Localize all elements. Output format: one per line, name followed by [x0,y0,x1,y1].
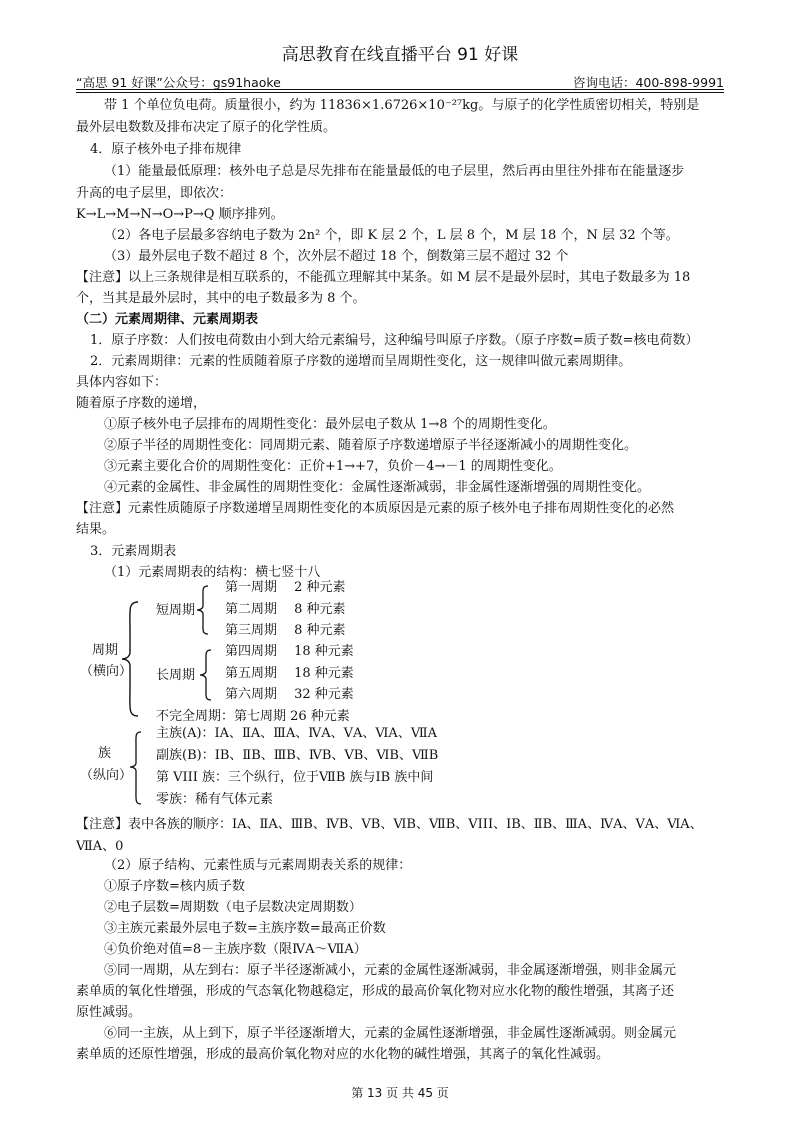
list-item: ④负价绝对值=8－主族序数（限ⅣA～ⅦA） [104,942,367,957]
list-item: ①原子核外电子层排布的周期性变化：最外层电子数从 1→8 个的周期性变化。 [104,417,556,432]
text-line: （2）原子结构、元素性质与元素周期表关系的规律： [104,858,412,873]
list-item: ④元素的金属性、非金属性的周期性变化：金属性逐渐减弱，非金属性逐渐增强的周期性变化。 [104,480,651,495]
header-rule [76,89,724,90]
list-item: ②原子半径的周期性变化：同周期元素、随着原子序数递增原子半径逐渐减小的周期性变化。 [104,438,638,453]
text-line: 随着原子序数的递增， [76,396,207,411]
note-line: 【注意】以上三条规律是相互联系的，不能孤立理解其中某条。如 M 层不是最外层时，其电子数最多为 18 [76,270,691,285]
text-line: 1．原子序数：人们按电荷数由小到大给元素编号，这种编号叫原子序数。（原子序数=质子数=核电荷数） [90,333,699,348]
short-period-label: 短周期 [156,603,196,618]
text-line: （1）元素周期表的结构：横七竖十八 [104,565,321,580]
period-item: 第六周期 32 种元素 [225,687,354,702]
text-line: 原性减弱。 [76,1005,142,1020]
group-item: 第 VIII 族：三个纵行，位于ⅦB 族与ⅠB 族中间 [156,770,434,785]
group-item: 副族(B)：ⅠB、ⅡB、ⅢB、ⅣB、ⅤB、ⅥB、ⅦB [156,748,439,763]
long-period-label: 长周期 [156,668,196,683]
text-line: 素单质的还原性增强，形成的最高价氧化物对应的水化物的碱性增强，其离子的氧化性减弱。 [76,1047,610,1062]
page-header-title: 高思教育在线直播平台 91 好课 [281,45,519,65]
note-line: 【注意】元素性质随原子序数递增呈周期性变化的本质原因是元素的原子核外电子排布周期性变化的必然 [76,501,675,516]
text-line: （3）最外层电子数不超过 8 个，次外层不超过 18 个，倒数第三层不超过 32 个 [104,249,569,264]
section-heading: 3．元素周期表 [90,544,177,559]
list-item: ③元素主要化合价的周期性变化：正价+1→+7，负价－4→－1 的周期性变化。 [104,459,562,474]
section-heading: 4．原子核外电子排布规律 [90,142,242,157]
text-line: （1）能量最低原理：核外电子总是尽先排布在能量最低的电子层里，然后再由里往外排布在能量逐步 [104,164,685,179]
text-line: 2．元素周期律：元素的性质随着原子序数的递增而呈周期性变化，这一规律叫做元素周期律。 [90,354,632,369]
period-item: 第三周期 8 种元素 [225,623,346,638]
list-item: ②电子层数=周期数（电子层数决定周期数） [104,900,362,915]
period-label-direction: （横向） [80,664,133,679]
group-label: 族 [98,746,112,761]
text-line: 最外层电数数及排布决定了原子的化学性质。 [76,120,337,135]
page-footer: 第 13 页 共 45 页 [351,1086,449,1100]
header-rule-thin [76,92,724,93]
period-item: 第一周期 2 种元素 [225,580,346,595]
header-phone: 咨询电话：400-898-9991 [572,75,724,90]
group-item: 零族：稀有气体元素 [156,792,274,807]
list-item: ⑥同一主族，从上到下，原子半径逐渐增大，元素的金属性逐渐增强，非金属性逐渐减弱。则金属元 [104,1026,677,1041]
text-line: 素单质的氧化性增强，形成的气态氧化物越稳定，形成的最高价氧化物对应水化物的酸性增强，其离子还 [76,984,675,999]
text-line: K→L→M→N→O→P→Q 顺序排列。 [76,207,284,222]
period-label: 周期 [92,643,119,658]
group-brace [128,730,144,806]
text-line: 个，当其是最外层时，其中的电子数最多为 8 个。 [76,291,366,306]
period-item: 第二周期 8 种元素 [225,602,346,617]
text-line: 具体内容如下： [76,375,168,390]
list-item: ①原子序数=核内质子数 [104,879,245,894]
text-line: 带 1 个单位负电荷。质量很小，约为 11836×1.6726×10⁻²⁷kg。与原子的化学性质密切相关，特别是 [104,98,700,113]
text-line: （2）各电子层最多容纳电子数为 2n² 个，即 K 层 2 个，L 层 8 个，M 层 18 个，N 层 32 个等。 [104,228,679,243]
text-line: 升高的电子层里，即依次： [76,186,233,201]
list-item: ③主族元素最外层电子数=主族序数=最高正价数 [104,921,386,936]
note-line: 【注意】表中各族的顺序：ⅠA、ⅡA、ⅢB、ⅣB、ⅤB、ⅥB、ⅦB、VIII、ⅠB、ⅡB、ⅢA、ⅣA、ⅤA、ⅥA、ⅦA、0 [76,817,703,854]
long-period-brace [197,648,215,702]
list-item: ⑤同一周期，从左到右：原子半径逐渐减小，元素的金属性逐渐减弱，非金属逐渐增强，则非金属元 [104,963,677,978]
period-item: 第五周期 18 种元素 [225,666,354,681]
group-label-direction: （纵向） [80,768,133,783]
header-wechat: “高思 91 好课”公众号：gs91haoke [76,75,281,90]
incomplete-period: 不完全周期：第七周期 26 种元素 [156,709,350,724]
period-item: 第四周期 18 种元素 [225,644,354,659]
short-period-brace [194,584,212,636]
group-item: 主族(A)：ⅠA、ⅡA、ⅢA、ⅣA、ⅤA、ⅥA、ⅦA [156,726,437,741]
section-title: （二）元素周期律、元素周期表 [76,312,259,327]
period-brace [120,600,142,718]
text-line: 结果。 [76,522,116,537]
